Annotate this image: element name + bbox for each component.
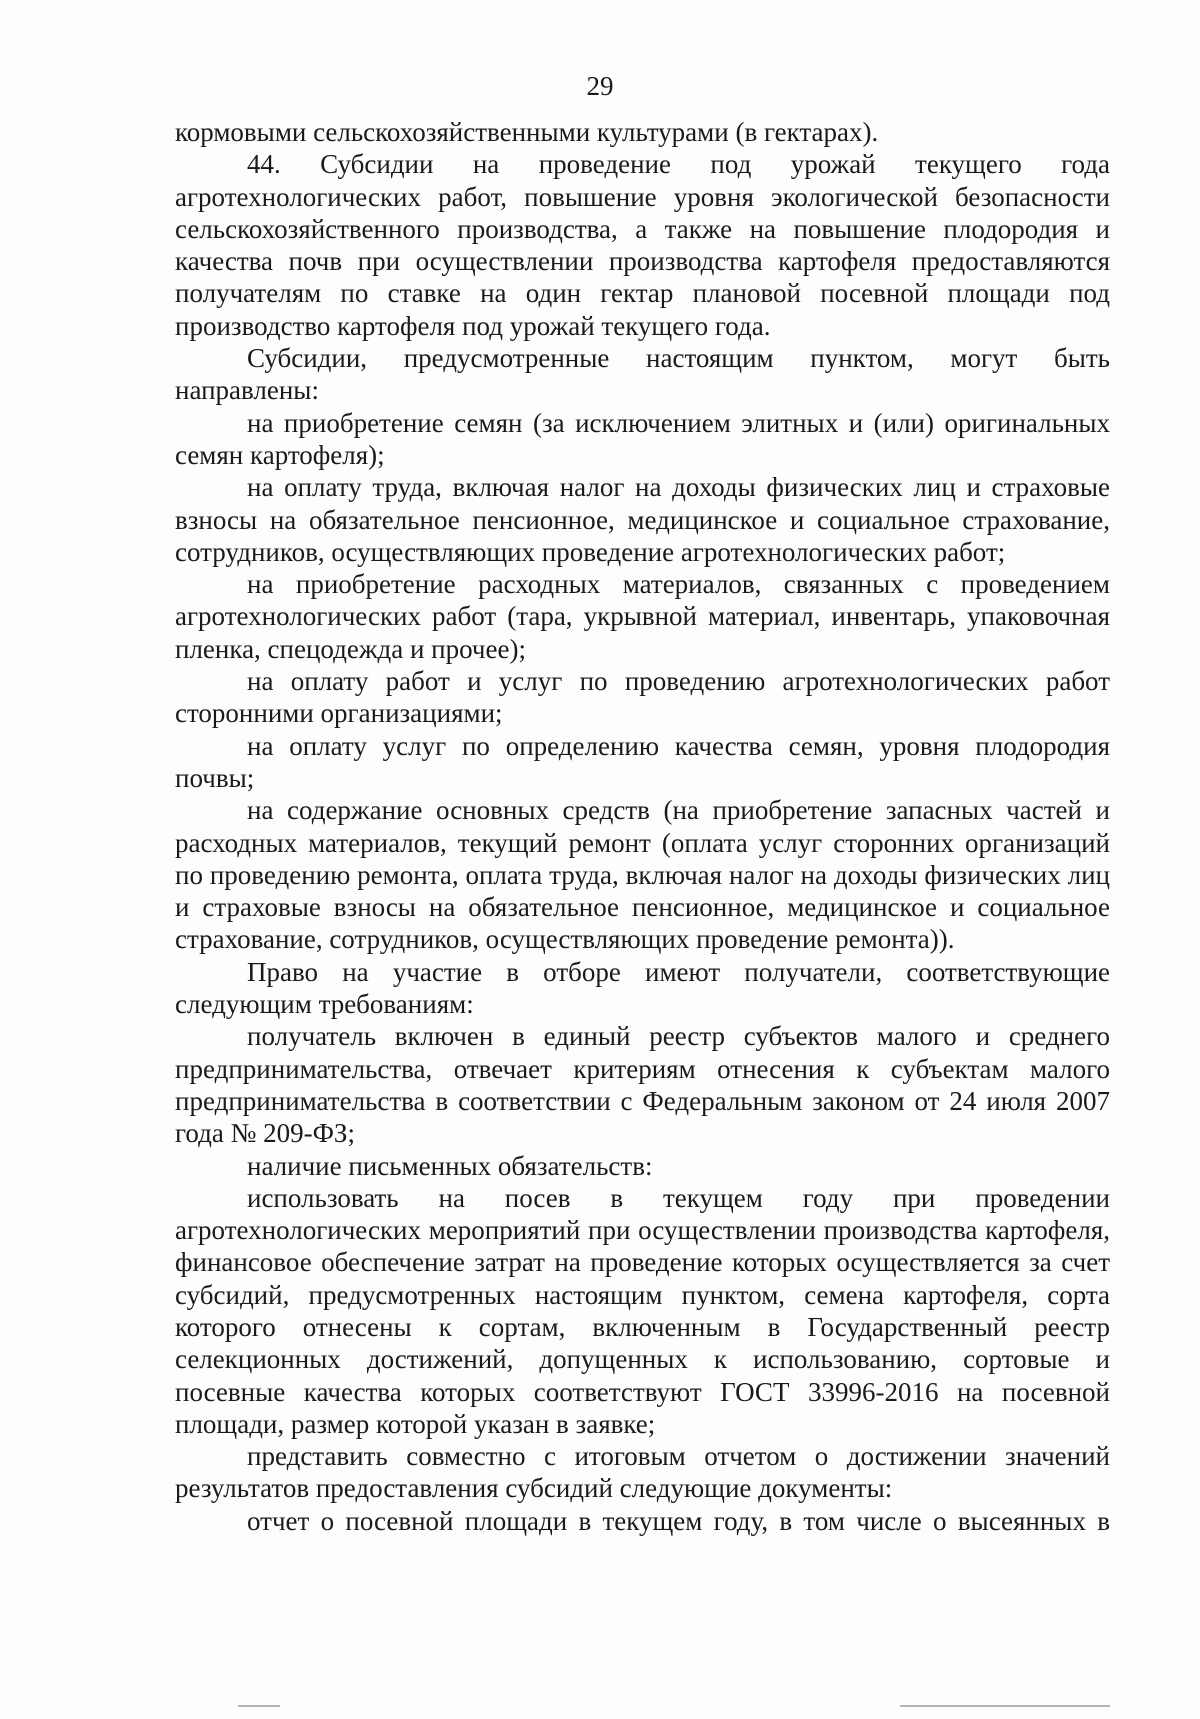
paragraph-seed-use: использовать на посев в текущем году при проведении агротехнологических мероприятий при осуществлении производства картофеля, финансовое обеспечение затрат на проведение которых осуществляется за счет субсидий, предусмотренных настоящим пунктом, семена картофеля, сорта которого отнесены к сортам, включенным в Государственный реестр селекционных достижений, допущенных к использованию, сортовые и посевные качества которых соответствуют ГОСТ 33996-2016 на посевной площади, размер которой указан в заявке; (175, 1182, 1110, 1439)
paragraph-registry: получатель включен в единый реестр субъектов малого и среднего предпринимательства, отвечает критериям отнесения к субъектам малого предпринимательства в соответствии с Федеральным законом от 24 июля 2007 года № 209-ФЗ; (175, 1021, 1110, 1149)
paragraph-sown-area-report: отчет о посевной площади в текущем году, в том числе о высеянных в (247, 1505, 1110, 1536)
paragraph-subsidy-directions: Субсидии, предусмотренные настоящим пунктом, могут быть направлены: (175, 343, 1110, 406)
paragraph-labor: на оплату труда, включая налог на доходы физических лиц и страховые взносы на обязательное пенсионное, медицинское и социальное страхование, сотрудников, осуществляющих проведение агротехнологических работ; (175, 472, 1110, 567)
paragraph-obligations: наличие письменных обязательств: (247, 1150, 653, 1181)
document-body (175, 116, 1110, 1537)
paragraph-continuation: кормовыми сельскохозяйственными культурами (в гектарах). (175, 117, 879, 147)
paragraph-third-party-works: на оплату работ и услуг по проведению агротехнологических работ сторонними организациями; (175, 666, 1110, 729)
page-number: 29 (586, 71, 614, 101)
paragraph-seeds: на приобретение семян (за исключением элитных и (или) оригинальных семян картофеля); (175, 407, 1110, 470)
paragraph-item-44: 44. Субсидии на проведение под урожай текущего года агротехнологических работ, повышение уровня экологической безопасности сельскохозяйственного производства, а также на повышение плодородия и качества почв при осуществлении производства картофеля предоставляются получателям по ставке на один гектар плановой посевной площади под производство картофеля под урожай текущего года. (175, 149, 1110, 341)
scan-artifact-right (900, 1705, 1110, 1707)
paragraph-eligibility: Право на участие в отборе имеют получатели, соответствующие следующим требованиям: (175, 956, 1110, 1020)
paragraph-fixed-assets: на содержание основных средств (на приобретение запасных частей и расходных материалов, текущий ремонт (оплата услуг сторонних организаций по проведению ремонта, оплата труда, включая налог на доходы физических лиц и страховые взносы на обязательное пенсионное, медицинское и социальное страхование, сотрудников, осуществляющих проведение ремонта)). (175, 795, 1110, 955)
paragraph-quality-services: на оплату услуг по определению качества семян, уровня плодородия почвы; (175, 730, 1110, 793)
scan-artifact-left (238, 1705, 280, 1707)
paragraph-materials: на приобретение расходных материалов, связанных с проведением агротехнологических работ (тара, укрывной материал, инвентарь, упаковочная пленка, спецодежда и прочее); (175, 569, 1110, 664)
paragraph-report-documents: представить совместно с итоговым отчетом о достижении значений результатов предоставления субсидий следующие документы: (175, 1441, 1110, 1504)
